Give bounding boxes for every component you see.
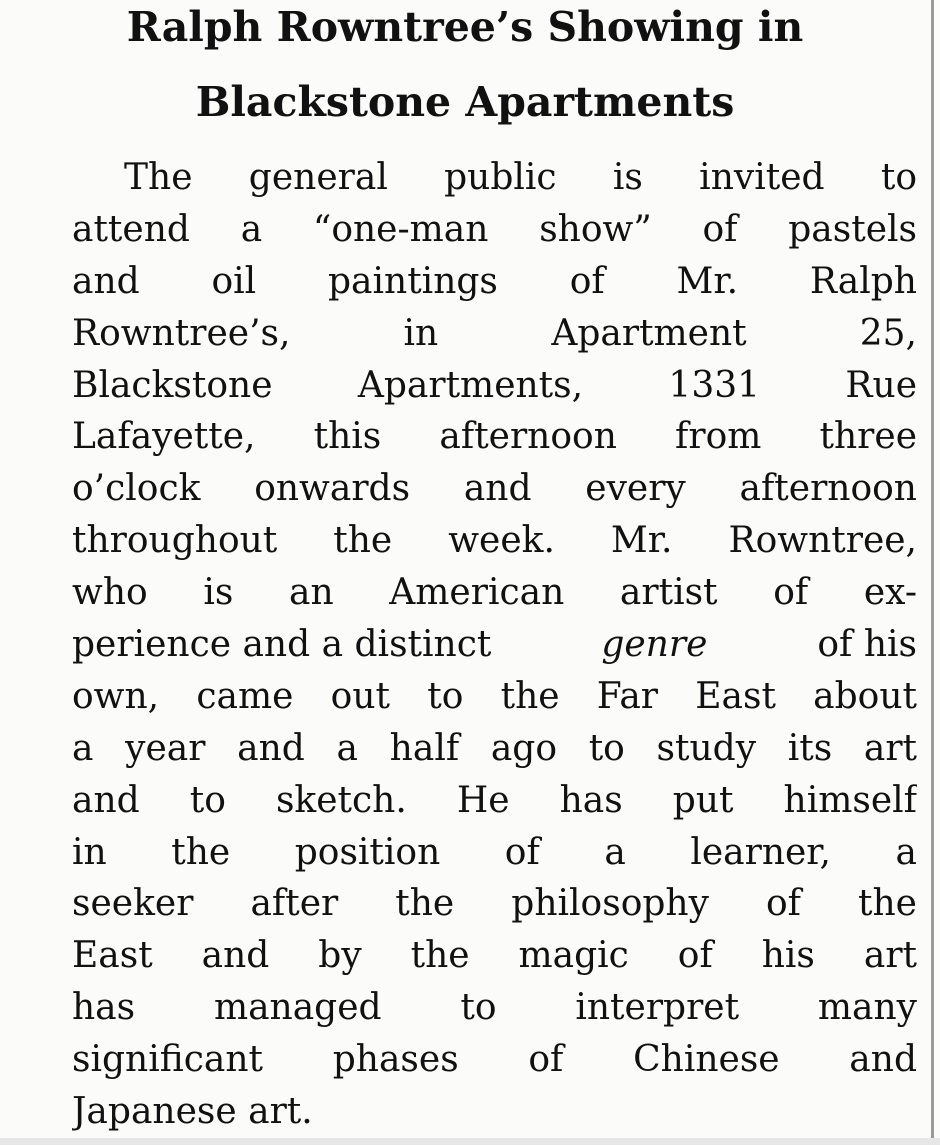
body-line-4: Rowntree’s, in Apartment 25, bbox=[72, 312, 917, 354]
body-line-19: Japanese art. bbox=[72, 1091, 313, 1133]
column-rule bbox=[931, 0, 934, 1145]
body-line-11: own, came out to the Far East about bbox=[72, 675, 917, 717]
article-body bbox=[72, 152, 917, 1138]
body-line-10-end: of his bbox=[817, 624, 917, 666]
body-line-10-start: perience and a distinct bbox=[72, 624, 492, 666]
headline-line-2: Blackstone Apartments bbox=[195, 78, 735, 126]
body-line-3: and oil paintings of Mr. Ralph bbox=[72, 260, 917, 302]
bottom-edge bbox=[0, 1138, 940, 1145]
body-line-9: who is an American artist of ex- bbox=[72, 572, 917, 614]
body-line-17: has managed to interpret many bbox=[72, 987, 917, 1029]
body-line-8: throughout the week. Mr. Rowntree, bbox=[72, 520, 917, 562]
body-line-16: East and by the magic of his art bbox=[72, 935, 917, 977]
body-line-7: o’clock onwards and every afternoon bbox=[72, 468, 917, 510]
headline-line-1: Ralph Rowntree’s Showing in bbox=[126, 3, 804, 51]
body-line-6: Lafayette, this afternoon from three bbox=[72, 416, 917, 458]
body-line-12: a year and a half ago to study its art bbox=[72, 727, 917, 769]
body-line-13: and to sketch. He has put himself bbox=[72, 779, 917, 821]
body-line-14: in the position of a learner, a bbox=[72, 831, 917, 873]
body-line-18: significant phases of Chinese and bbox=[72, 1039, 917, 1081]
body-line-2: attend a “one-man show” of pastels bbox=[72, 208, 917, 250]
body-line-10-italic: genre bbox=[601, 624, 708, 666]
body-line-1: The general public is invited to bbox=[124, 157, 917, 198]
body-line-5: Blackstone Apartments, 1331 Rue bbox=[72, 364, 917, 406]
body-line-15: seeker after the philosophy of the bbox=[72, 883, 917, 925]
body-line-10 bbox=[72, 619, 917, 671]
